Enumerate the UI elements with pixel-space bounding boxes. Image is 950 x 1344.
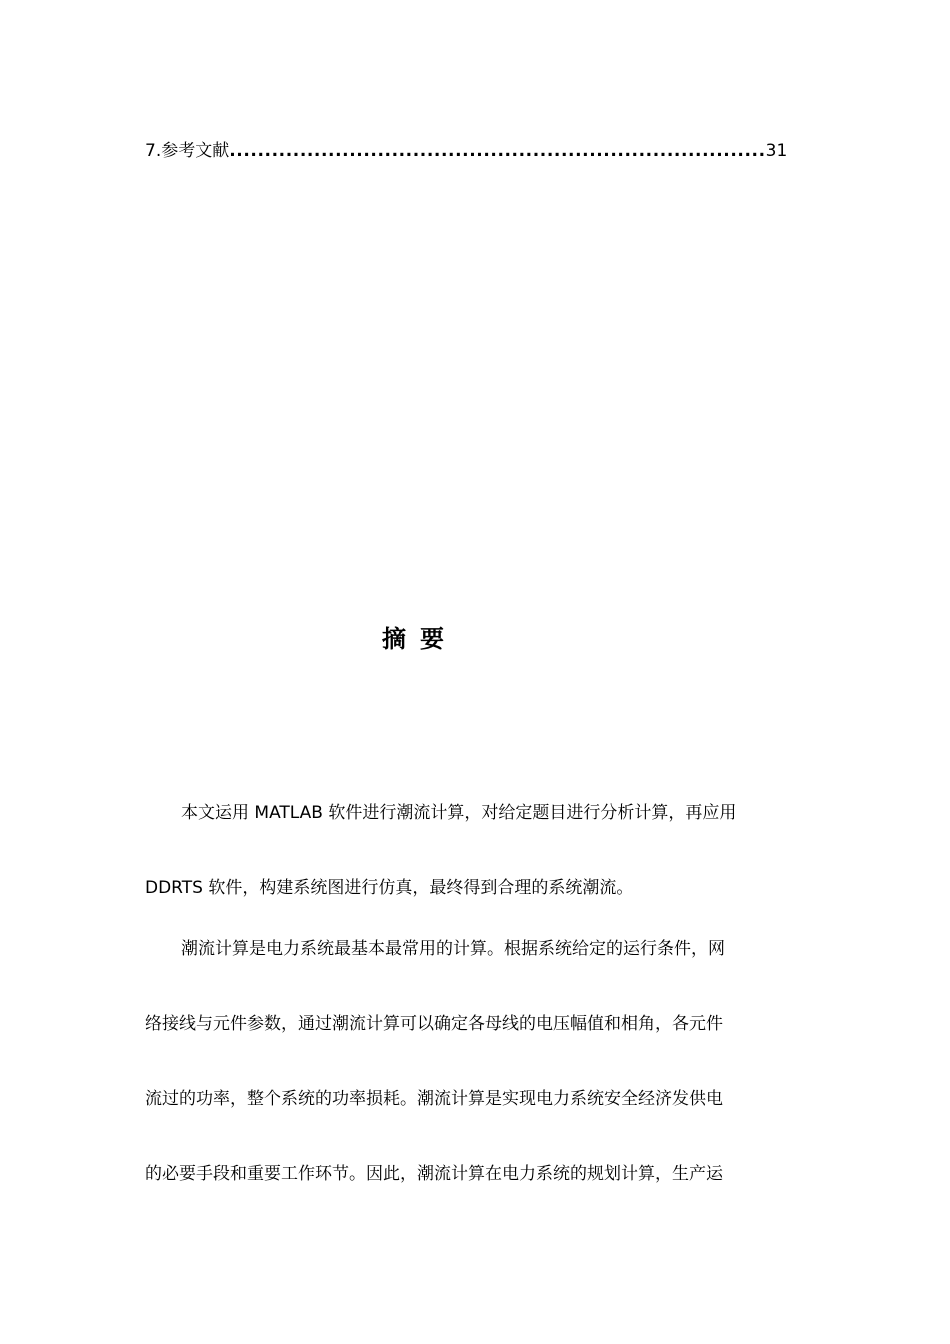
paragraph-line: DDRTS 软件，构建系统图进行仿真，最终得到合理的系统潮流。 — [145, 878, 634, 898]
toc-entry-references[interactable] — [145, 138, 787, 164]
toc-entry-label: 7.参考文献 — [145, 141, 230, 161]
paragraph-line: 流过的功率，整个系统的功率损耗。潮流计算是实现电力系统安全经济发供电 — [145, 1089, 723, 1109]
toc-leader-dots: ............................................................................ — [229, 141, 766, 161]
abstract-title: 摘要 — [382, 625, 458, 653]
paragraph-line: 的必要手段和重要工作环节。因此，潮流计算在电力系统的规划计算，生产运 — [145, 1164, 723, 1184]
paragraph-line: 潮流计算是电力系统最基本最常用的计算。根据系统给定的运行条件，网 — [181, 939, 725, 959]
paragraph-line: 络接线与元件参数，通过潮流计算可以确定各母线的电压幅值和相角，各元件 — [145, 1014, 723, 1034]
abstract-paragraph-2 — [145, 912, 805, 1212]
paragraph-line: 本文运用 MATLAB 软件进行潮流计算，对给定题目进行分析计算，再应用 — [181, 803, 737, 823]
abstract-paragraph-1 — [145, 776, 805, 926]
toc-entry-page-number: 31 — [765, 141, 788, 161]
